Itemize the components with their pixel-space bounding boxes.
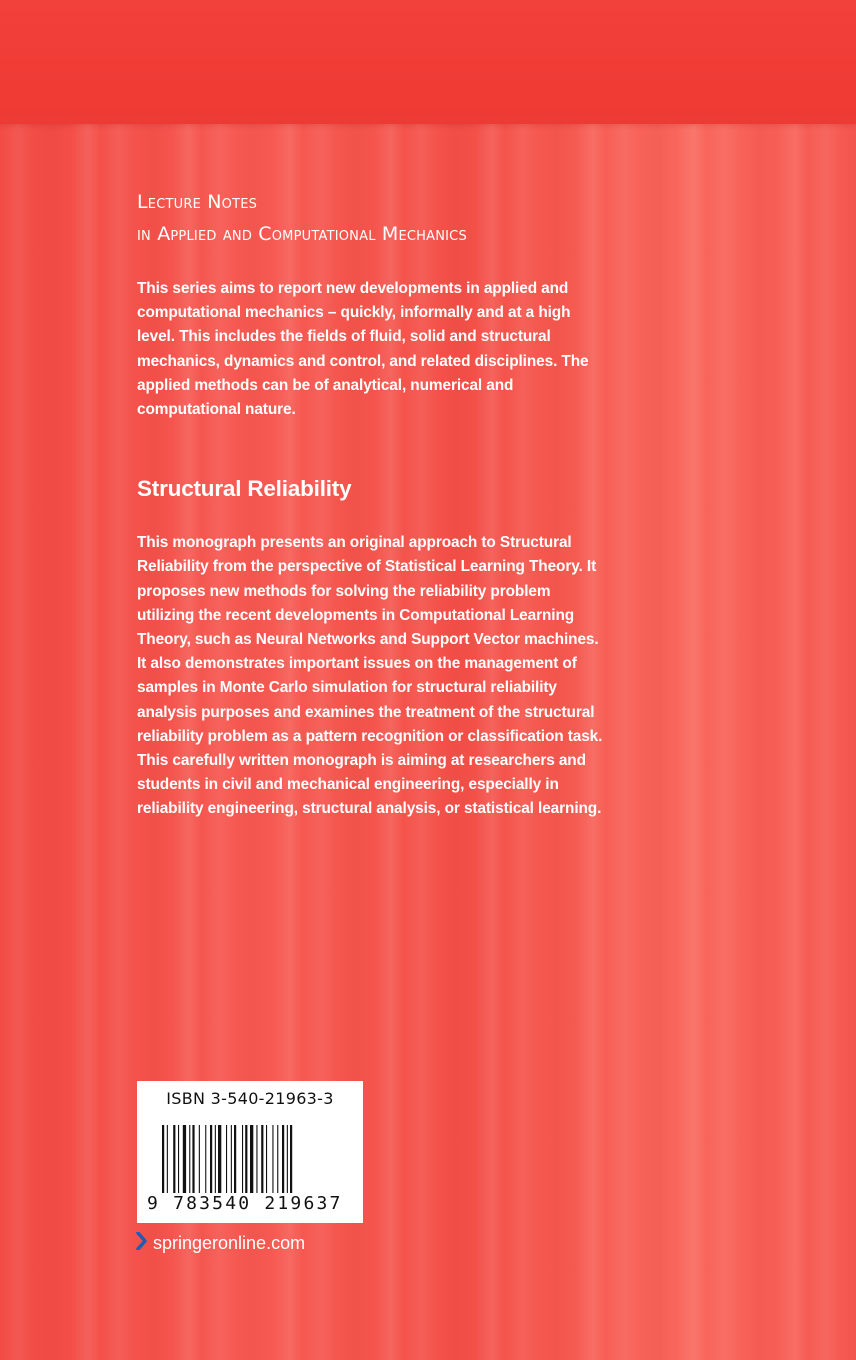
website-link[interactable] bbox=[136, 1232, 305, 1255]
isbn-label: ISBN 3-540-21963-3 bbox=[166, 1089, 334, 1108]
series-description: This series aims to report new developments in applied and computational mechanics – quickly, informally and at a high level. This includes the fields of fluid, solid and structural mechanics, dynamics and control, and related disciplines. The applied methods can be of analytical, numerical and computational nature. bbox=[137, 280, 589, 419]
barcode-digits: 9 783540 219637 bbox=[147, 1193, 343, 1214]
book-title: Structural Reliability bbox=[137, 476, 352, 502]
barcode-bars bbox=[162, 1125, 342, 1193]
series-title-line1: Lecture Notes bbox=[137, 191, 258, 213]
back-cover-content bbox=[137, 186, 607, 822]
book-description: This monograph presents an original approach to Structural Reliability from the perspective of Statistical Learning Theory. It proposes new methods for solving the reliability problem utilizing the recent developments in Computational Learning Theory, such as Neural Networks and Support Vector machines. It also demonstrates important issues on the management of samples in Monte Carlo simulation for structural reliability analysis purposes and examines the treatment of the structural reliability problem as a pattern recognition or classification task. This carefully written monograph is aiming at researchers and students in civil and mechanical engineering, especially in reliability engineering, structural analysis, or statistical learning. bbox=[137, 534, 603, 818]
website-url: springeronline.com bbox=[153, 1233, 306, 1253]
series-title bbox=[137, 186, 607, 250]
isbn-barcode bbox=[137, 1081, 363, 1223]
series-title-line2: in Applied and Computational Mechanics bbox=[137, 223, 467, 245]
chevron-right-icon bbox=[136, 1232, 147, 1255]
cover-top-band bbox=[0, 0, 856, 124]
